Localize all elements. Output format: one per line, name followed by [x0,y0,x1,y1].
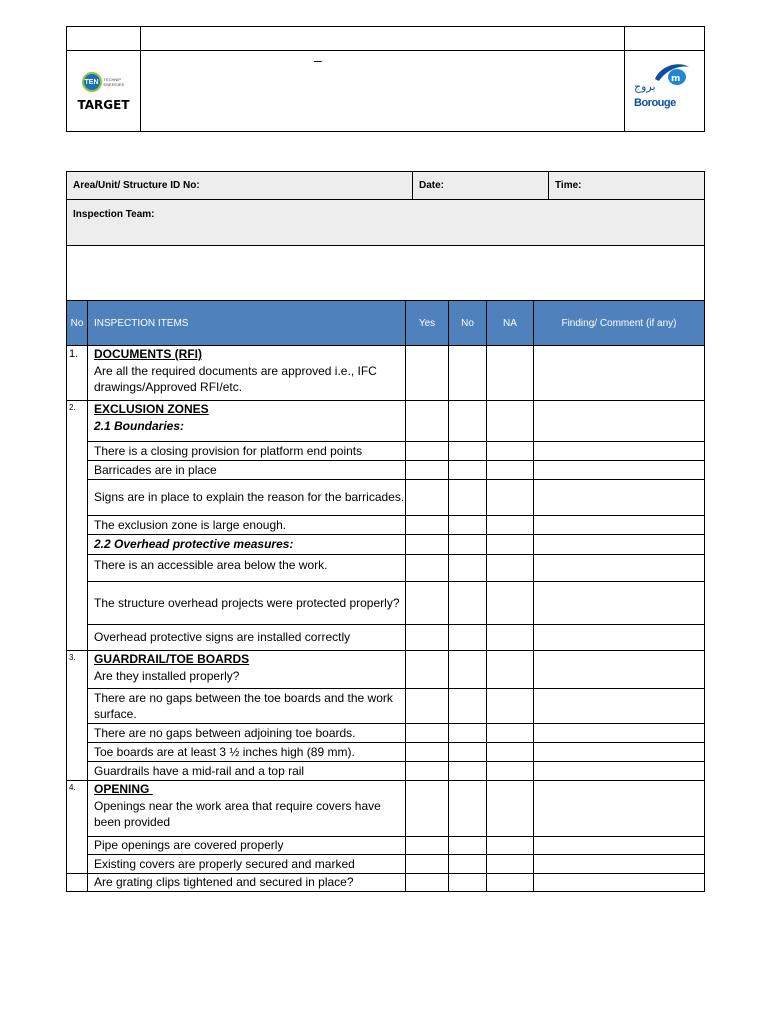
subsection-heading: 2.1 Boundaries: [94,418,185,433]
area-unit-field[interactable]: Area/Unit/ Structure ID No: [67,172,413,200]
comment-cell[interactable] [534,762,705,781]
na-cell[interactable] [487,762,534,781]
na-cell[interactable] [487,535,534,555]
inspection-checklist-table [66,300,705,892]
comment-cell[interactable] [534,743,705,762]
comment-cell[interactable] [534,401,705,442]
yes-cell[interactable] [406,874,449,892]
check-item-text: Overhead protective signs are installed correctly [88,625,406,651]
na-cell[interactable] [487,689,534,724]
check-item-text: Are all the required documents are approved i.e., IFC drawings/Approved RFI/etc. [94,363,377,394]
section-number-empty [67,874,88,892]
table-row [67,516,705,535]
yes-cell[interactable] [406,555,449,582]
comment-cell[interactable] [534,555,705,582]
table-row [67,535,705,555]
yes-cell[interactable] [406,855,449,874]
yes-cell[interactable] [406,651,449,689]
target-logo [67,51,141,132]
na-cell[interactable] [487,516,534,535]
check-item-text: Toe boards are at least 3 ½ inches high (89 mm). [88,743,406,762]
borouge-logo-icon [651,59,691,91]
table-row [67,762,705,781]
comment-cell[interactable] [534,346,705,401]
comment-cell[interactable] [534,874,705,892]
comment-cell[interactable] [534,535,705,555]
inspection-info-table [66,171,705,301]
yes-cell[interactable] [406,762,449,781]
check-item-text: There is a closing provision for platform end points [88,442,406,461]
no-cell[interactable] [449,346,487,401]
check-item-text: Are grating clips tightened and secured in place? [88,874,406,892]
section-heading: DOCUMENTS (RFI) [94,347,202,361]
comment-cell[interactable] [534,461,705,480]
section-number: 3. [67,651,88,781]
no-cell[interactable] [449,874,487,892]
yes-cell[interactable] [406,401,449,442]
svg-text:m: m [671,74,681,84]
table-row [67,689,705,724]
no-cell[interactable] [449,837,487,855]
table-row [67,555,705,582]
yes-cell[interactable] [406,781,449,837]
yes-cell[interactable] [406,516,449,535]
col-header-inspection-items: INSPECTION ITEMS [88,301,406,346]
check-item-text: Openings near the work area that require covers have been provided [94,798,381,829]
comment-cell[interactable] [534,781,705,837]
yes-cell[interactable] [406,582,449,625]
na-cell[interactable] [487,555,534,582]
table-row [67,781,705,837]
col-header-na: NA [487,301,534,346]
na-cell[interactable] [487,625,534,651]
section-number: 1. [67,346,88,401]
check-item-text: Signs are in place to explain the reason for the barricades. [88,480,406,516]
table-row [67,461,705,480]
table-row [67,401,705,442]
inspection-team-field[interactable]: Inspection Team: [67,200,705,246]
comment-cell[interactable] [534,651,705,689]
no-cell[interactable] [449,651,487,689]
table-row [67,874,705,892]
section-number: 2. [67,401,88,651]
no-cell[interactable] [449,480,487,516]
table-row [67,582,705,625]
table-row [67,743,705,762]
header-cell-left-top [67,27,141,51]
section-heading: GUARDRAIL/TOE BOARDS [94,652,250,666]
no-cell[interactable] [449,442,487,461]
check-item-text: Existing covers are properly secured and marked [88,855,406,874]
comment-cell[interactable] [534,480,705,516]
ten-logo-subtext: TECHNIP ENERGIES [103,77,125,87]
na-cell[interactable] [487,874,534,892]
table-row [67,855,705,874]
subsection-heading: 2.2 Overhead protective measures: [88,535,406,555]
yes-cell[interactable] [406,625,449,651]
section-cell [88,651,406,689]
document-title: – [314,52,322,68]
comment-cell[interactable] [534,837,705,855]
header-cell-title-top [141,27,625,51]
na-cell[interactable] [487,651,534,689]
date-field[interactable]: Date: [413,172,549,200]
comment-cell[interactable] [534,625,705,651]
no-cell[interactable] [449,781,487,837]
comment-cell[interactable] [534,582,705,625]
na-cell[interactable] [487,837,534,855]
no-cell[interactable] [449,401,487,442]
no-cell[interactable] [449,762,487,781]
na-cell[interactable] [487,781,534,837]
section-cell [88,346,406,401]
yes-cell[interactable] [406,480,449,516]
section-heading: EXCLUSION ZONES [94,402,209,416]
check-item-text: Barricades are in place [88,461,406,480]
check-item-text: Are they installed properly? [94,668,240,683]
na-cell[interactable] [487,582,534,625]
comment-cell[interactable] [534,516,705,535]
comment-cell[interactable] [534,724,705,743]
table-row [67,480,705,516]
yes-cell[interactable] [406,743,449,762]
check-item-text: There are no gaps between adjoining toe boards. [88,724,406,743]
col-header-yes: Yes [406,301,449,346]
no-cell[interactable] [449,724,487,743]
comment-cell[interactable] [534,689,705,724]
no-cell[interactable] [449,689,487,724]
no-cell[interactable] [449,855,487,874]
section-number: 4. [67,781,88,874]
target-logo-text: TARGET [77,98,130,112]
table-row [67,837,705,855]
table-row [67,651,705,689]
check-item-text: There are no gaps between the toe boards and the work surface. [88,689,406,724]
no-cell[interactable] [449,743,487,762]
yes-cell[interactable] [406,837,449,855]
document-header [66,26,705,132]
col-header-no-answer: No [449,301,487,346]
blank-notes-area[interactable] [67,246,705,301]
yes-cell[interactable] [406,461,449,480]
na-cell[interactable] [487,442,534,461]
na-cell[interactable] [487,855,534,874]
check-item-text: Pipe openings are covered properly [88,837,406,855]
yes-cell[interactable] [406,442,449,461]
section-cell [88,781,406,837]
na-cell[interactable] [487,480,534,516]
yes-cell[interactable] [406,535,449,555]
table-row [67,625,705,651]
no-cell[interactable] [449,582,487,625]
na-cell[interactable] [487,346,534,401]
table-row [67,442,705,461]
yes-cell[interactable] [406,689,449,724]
check-item-text: The exclusion zone is large enough. [88,516,406,535]
section-heading: OPENING [94,782,153,796]
section-cell [88,401,406,442]
check-item-text: There is an accessible area below the work. [88,555,406,582]
borouge-arabic-text: بروج [634,80,656,93]
header-cell-right-top [625,27,705,51]
na-cell[interactable] [487,461,534,480]
na-cell[interactable] [487,724,534,743]
no-cell[interactable] [449,461,487,480]
ten-logo-icon: TEN [82,72,102,92]
na-cell[interactable] [487,401,534,442]
no-cell[interactable] [449,625,487,651]
no-cell[interactable] [449,555,487,582]
no-cell[interactable] [449,516,487,535]
comment-cell[interactable] [534,855,705,874]
yes-cell[interactable] [406,346,449,401]
col-header-comment: Finding/ Comment (if any) [534,301,705,346]
no-cell[interactable] [449,535,487,555]
document-title-cell [141,51,625,132]
borouge-logo-text: Borouge [634,97,676,109]
check-item-text: The structure overhead projects were protected properly? [88,582,406,625]
na-cell[interactable] [487,743,534,762]
time-field[interactable]: Time: [549,172,705,200]
table-row [67,724,705,743]
yes-cell[interactable] [406,724,449,743]
table-row [67,346,705,401]
col-header-no: No [67,301,88,346]
check-item-text: Guardrails have a mid-rail and a top rail [88,762,406,781]
comment-cell[interactable] [534,442,705,461]
